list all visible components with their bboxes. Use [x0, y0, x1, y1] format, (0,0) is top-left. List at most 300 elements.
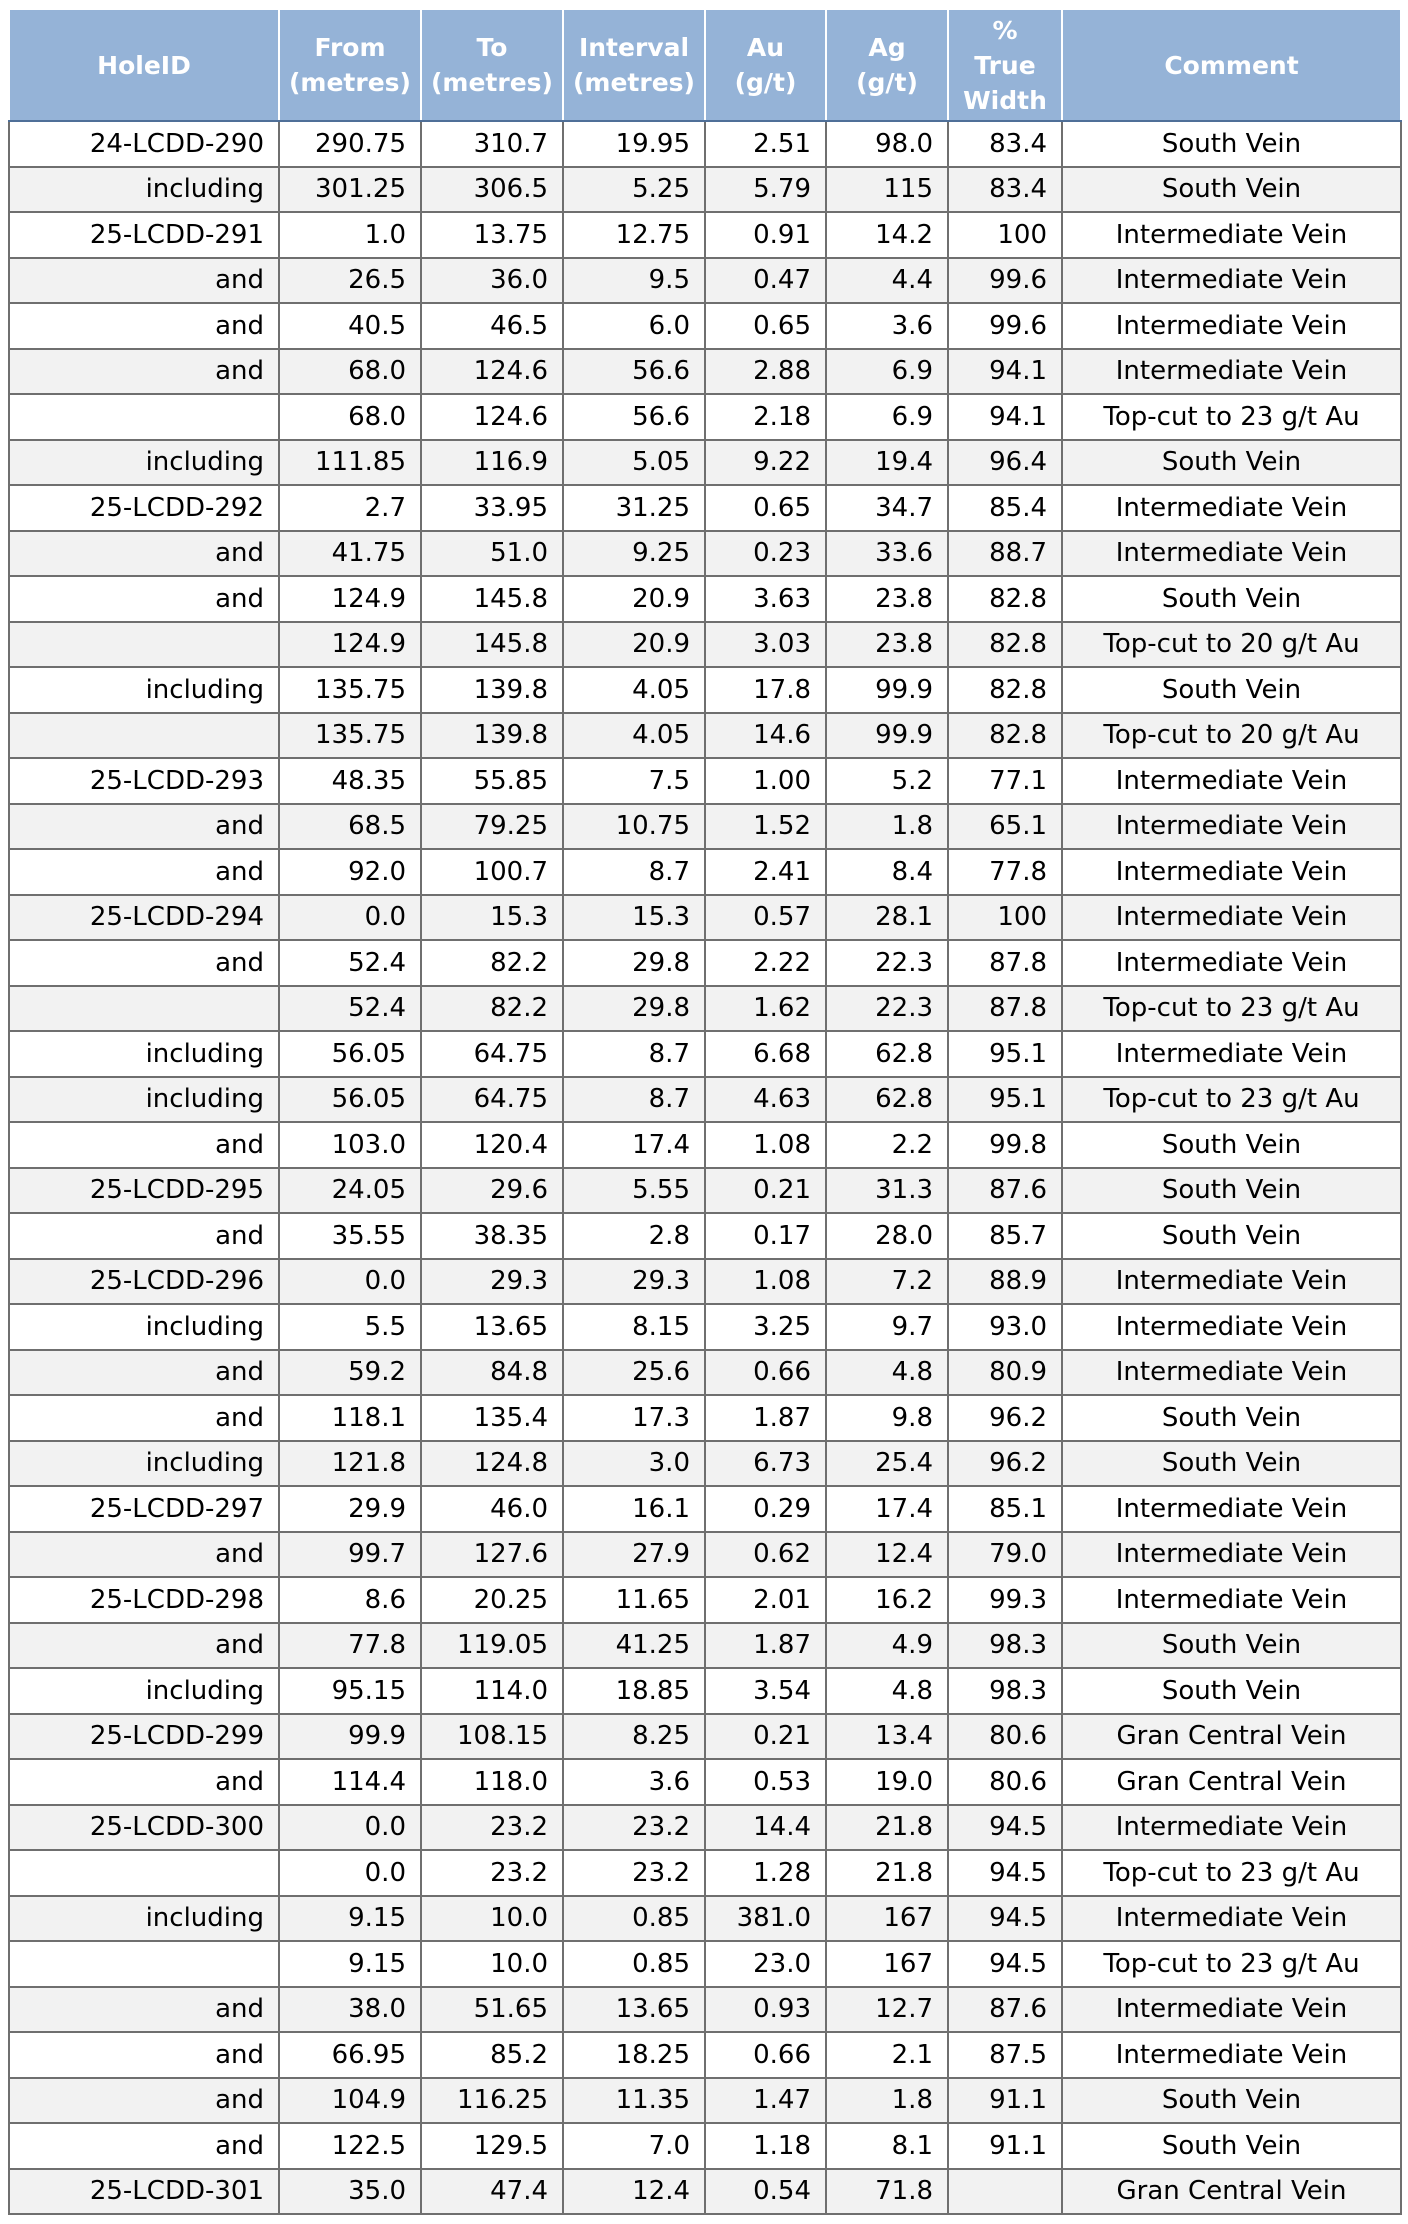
- cell-to: 51.65: [421, 1987, 563, 2033]
- cell-hole-id: 25-LCDD-293: [9, 758, 279, 804]
- cell-true-width: 99.3: [948, 1577, 1062, 1623]
- cell-ag: 12.7: [826, 1987, 948, 2033]
- cell-comment: South Vein: [1062, 576, 1401, 622]
- cell-hole-id: and: [9, 576, 279, 622]
- cell-true-width: 85.4: [948, 485, 1062, 531]
- cell-au: 0.54: [705, 2169, 826, 2215]
- cell-to: 47.4: [421, 2169, 563, 2215]
- cell-from: 118.1: [279, 1395, 421, 1441]
- cell-comment: Intermediate Vein: [1062, 258, 1401, 304]
- cell-true-width: 100: [948, 212, 1062, 258]
- cell-to: 118.0: [421, 1759, 563, 1805]
- cell-comment: South Vein: [1062, 667, 1401, 713]
- cell-hole-id: and: [9, 849, 279, 895]
- cell-to: 100.7: [421, 849, 563, 895]
- cell-au: 2.51: [705, 121, 826, 167]
- cell-comment: Intermediate Vein: [1062, 1304, 1401, 1350]
- cell-to: 10.0: [421, 1896, 563, 1942]
- cell-from: 29.9: [279, 1486, 421, 1532]
- cell-ag: 167: [826, 1896, 948, 1942]
- table-row: [9, 1122, 1401, 1168]
- cell-comment: Intermediate Vein: [1062, 1532, 1401, 1578]
- header-au: [705, 9, 826, 121]
- cell-from: 56.05: [279, 1031, 421, 1077]
- cell-true-width: 95.1: [948, 1031, 1062, 1077]
- cell-hole-id: 25-LCDD-298: [9, 1577, 279, 1623]
- table-row: [9, 440, 1401, 486]
- table-header: [9, 9, 1401, 121]
- cell-comment: South Vein: [1062, 1441, 1401, 1487]
- cell-au: 9.22: [705, 440, 826, 486]
- table-body: [9, 121, 1401, 2214]
- cell-hole-id: and: [9, 349, 279, 395]
- cell-ag: 62.8: [826, 1077, 948, 1123]
- cell-from: 26.5: [279, 258, 421, 304]
- cell-comment: Top-cut to 23 g/t Au: [1062, 1850, 1401, 1896]
- header-from-line-2: (metres): [289, 68, 411, 97]
- cell-from: 24.05: [279, 1168, 421, 1214]
- cell-to: 124.8: [421, 1441, 563, 1487]
- cell-to: 139.8: [421, 713, 563, 759]
- cell-to: 23.2: [421, 1805, 563, 1851]
- table-row: [9, 1941, 1401, 1987]
- cell-true-width: 99.6: [948, 258, 1062, 304]
- cell-to: 36.0: [421, 258, 563, 304]
- cell-hole-id: 25-LCDD-295: [9, 1168, 279, 1214]
- table-row: [9, 1395, 1401, 1441]
- cell-au: 3.03: [705, 622, 826, 668]
- cell-from: 95.15: [279, 1668, 421, 1714]
- cell-from: 99.7: [279, 1532, 421, 1578]
- cell-hole-id: 25-LCDD-297: [9, 1486, 279, 1532]
- cell-from: 56.05: [279, 1077, 421, 1123]
- cell-hole-id: [9, 1850, 279, 1896]
- cell-hole-id: and: [9, 1759, 279, 1805]
- cell-to: 127.6: [421, 1532, 563, 1578]
- cell-interval: 8.7: [563, 849, 705, 895]
- cell-true-width: 77.8: [948, 849, 1062, 895]
- cell-interval: 0.85: [563, 1941, 705, 1987]
- table-row: [9, 531, 1401, 577]
- table-row: [9, 394, 1401, 440]
- header-au-line-1: Au: [746, 33, 785, 62]
- cell-true-width: 88.9: [948, 1259, 1062, 1305]
- cell-from: 66.95: [279, 2032, 421, 2078]
- cell-comment: South Vein: [1062, 1168, 1401, 1214]
- table-row: [9, 713, 1401, 759]
- cell-comment: South Vein: [1062, 2123, 1401, 2169]
- cell-ag: 6.9: [826, 349, 948, 395]
- cell-hole-id: including: [9, 667, 279, 713]
- cell-interval: 56.6: [563, 394, 705, 440]
- cell-true-width: 85.1: [948, 1486, 1062, 1532]
- cell-interval: 8.25: [563, 1714, 705, 1760]
- cell-hole-id: 25-LCDD-296: [9, 1259, 279, 1305]
- cell-au: 6.73: [705, 1441, 826, 1487]
- cell-true-width: 88.7: [948, 531, 1062, 577]
- cell-au: 6.68: [705, 1031, 826, 1077]
- table-row: [9, 1168, 1401, 1214]
- cell-comment: Top-cut to 23 g/t Au: [1062, 394, 1401, 440]
- cell-hole-id: 25-LCDD-301: [9, 2169, 279, 2215]
- cell-from: 103.0: [279, 1122, 421, 1168]
- cell-au: 0.57: [705, 895, 826, 941]
- cell-to: 29.3: [421, 1259, 563, 1305]
- cell-hole-id: and: [9, 1395, 279, 1441]
- cell-interval: 18.25: [563, 2032, 705, 2078]
- cell-hole-id: [9, 394, 279, 440]
- table-row: [9, 1714, 1401, 1760]
- cell-au: 2.22: [705, 940, 826, 986]
- cell-au: 0.65: [705, 303, 826, 349]
- header-true-width-line-2: True: [974, 50, 1036, 80]
- table-row: [9, 1850, 1401, 1896]
- cell-comment: Intermediate Vein: [1062, 1896, 1401, 1942]
- cell-hole-id: including: [9, 1077, 279, 1123]
- table-row: [9, 258, 1401, 304]
- cell-comment: Intermediate Vein: [1062, 349, 1401, 395]
- cell-hole-id: and: [9, 2032, 279, 2078]
- cell-true-width: 87.8: [948, 940, 1062, 986]
- cell-hole-id: and: [9, 531, 279, 577]
- table-row: [9, 1441, 1401, 1487]
- cell-au: 3.54: [705, 1668, 826, 1714]
- cell-interval: 17.3: [563, 1395, 705, 1441]
- table-row: [9, 667, 1401, 713]
- cell-true-width: 82.8: [948, 713, 1062, 759]
- cell-ag: 5.2: [826, 758, 948, 804]
- cell-au: 1.08: [705, 1259, 826, 1305]
- cell-interval: 16.1: [563, 1486, 705, 1532]
- cell-true-width: 95.1: [948, 1077, 1062, 1123]
- cell-hole-id: and: [9, 2078, 279, 2124]
- cell-interval: 25.6: [563, 1350, 705, 1396]
- cell-hole-id: and: [9, 303, 279, 349]
- table-row: [9, 1896, 1401, 1942]
- cell-interval: 29.8: [563, 986, 705, 1032]
- cell-ag: 31.3: [826, 1168, 948, 1214]
- cell-true-width: 100: [948, 895, 1062, 941]
- cell-from: 52.4: [279, 940, 421, 986]
- cell-ag: 2.1: [826, 2032, 948, 2078]
- cell-ag: 6.9: [826, 394, 948, 440]
- cell-to: 13.75: [421, 212, 563, 258]
- cell-interval: 9.25: [563, 531, 705, 577]
- cell-comment: Intermediate Vein: [1062, 1259, 1401, 1305]
- table-row: [9, 1577, 1401, 1623]
- cell-ag: 23.8: [826, 576, 948, 622]
- cell-au: 0.66: [705, 1350, 826, 1396]
- cell-from: 135.75: [279, 667, 421, 713]
- cell-ag: 34.7: [826, 485, 948, 531]
- cell-interval: 29.8: [563, 940, 705, 986]
- cell-hole-id: 25-LCDD-292: [9, 485, 279, 531]
- cell-comment: Top-cut to 20 g/t Au: [1062, 713, 1401, 759]
- cell-interval: 3.0: [563, 1441, 705, 1487]
- cell-interval: 8.7: [563, 1031, 705, 1077]
- cell-to: 124.6: [421, 349, 563, 395]
- cell-au: 3.25: [705, 1304, 826, 1350]
- table-row: [9, 1031, 1401, 1077]
- cell-ag: 8.1: [826, 2123, 948, 2169]
- cell-from: 68.0: [279, 394, 421, 440]
- cell-interval: 12.75: [563, 212, 705, 258]
- cell-au: 1.28: [705, 1850, 826, 1896]
- cell-ag: 9.7: [826, 1304, 948, 1350]
- cell-interval: 10.75: [563, 804, 705, 850]
- cell-hole-id: including: [9, 1441, 279, 1487]
- cell-from: 2.7: [279, 485, 421, 531]
- header-row: [9, 9, 1401, 121]
- cell-from: 124.9: [279, 576, 421, 622]
- cell-true-width: 91.1: [948, 2123, 1062, 2169]
- cell-to: 82.2: [421, 986, 563, 1032]
- cell-to: 55.85: [421, 758, 563, 804]
- cell-from: 9.15: [279, 1941, 421, 1987]
- table-row: [9, 2078, 1401, 2124]
- cell-ag: 22.3: [826, 940, 948, 986]
- cell-from: 77.8: [279, 1623, 421, 1669]
- cell-interval: 20.9: [563, 576, 705, 622]
- cell-au: 23.0: [705, 1941, 826, 1987]
- cell-ag: 2.2: [826, 1122, 948, 1168]
- cell-hole-id: including: [9, 440, 279, 486]
- cell-ag: 19.4: [826, 440, 948, 486]
- cell-au: 0.65: [705, 485, 826, 531]
- cell-au: 0.66: [705, 2032, 826, 2078]
- cell-comment: Top-cut to 20 g/t Au: [1062, 622, 1401, 668]
- table-row: [9, 485, 1401, 531]
- cell-au: 0.23: [705, 531, 826, 577]
- cell-true-width: 99.8: [948, 1122, 1062, 1168]
- cell-au: 0.93: [705, 1987, 826, 2033]
- cell-au: 1.47: [705, 2078, 826, 2124]
- cell-interval: 29.3: [563, 1259, 705, 1305]
- cell-hole-id: and: [9, 258, 279, 304]
- cell-from: 124.9: [279, 622, 421, 668]
- table-row: [9, 1213, 1401, 1259]
- cell-from: 92.0: [279, 849, 421, 895]
- cell-comment: South Vein: [1062, 167, 1401, 213]
- cell-hole-id: [9, 713, 279, 759]
- cell-au: 1.08: [705, 1122, 826, 1168]
- cell-interval: 4.05: [563, 667, 705, 713]
- cell-from: 9.15: [279, 1896, 421, 1942]
- table-row: [9, 121, 1401, 167]
- header-hole-id: [9, 9, 279, 121]
- table-row: [9, 895, 1401, 941]
- cell-from: 8.6: [279, 1577, 421, 1623]
- cell-interval: 0.85: [563, 1896, 705, 1942]
- cell-comment: Gran Central Vein: [1062, 1759, 1401, 1805]
- cell-comment: South Vein: [1062, 121, 1401, 167]
- cell-ag: 28.0: [826, 1213, 948, 1259]
- cell-to: 145.8: [421, 576, 563, 622]
- cell-interval: 7.0: [563, 2123, 705, 2169]
- cell-ag: 8.4: [826, 849, 948, 895]
- cell-interval: 5.25: [563, 167, 705, 213]
- cell-au: 0.21: [705, 1714, 826, 1760]
- cell-ag: 33.6: [826, 531, 948, 577]
- cell-to: 64.75: [421, 1077, 563, 1123]
- cell-hole-id: including: [9, 1031, 279, 1077]
- cell-to: 114.0: [421, 1668, 563, 1714]
- cell-comment: Intermediate Vein: [1062, 895, 1401, 941]
- cell-au: 0.47: [705, 258, 826, 304]
- cell-hole-id: and: [9, 1213, 279, 1259]
- cell-au: 0.17: [705, 1213, 826, 1259]
- cell-from: 99.9: [279, 1714, 421, 1760]
- cell-ag: 12.4: [826, 1532, 948, 1578]
- header-true-width-line-3: Width: [963, 85, 1047, 115]
- cell-to: 15.3: [421, 895, 563, 941]
- cell-from: 68.0: [279, 349, 421, 395]
- cell-ag: 17.4: [826, 1486, 948, 1532]
- cell-to: 20.25: [421, 1577, 563, 1623]
- cell-interval: 11.35: [563, 2078, 705, 2124]
- cell-true-width: 80.6: [948, 1759, 1062, 1805]
- header-to-line-1: To: [476, 33, 508, 62]
- cell-au: 0.91: [705, 212, 826, 258]
- cell-hole-id: including: [9, 1668, 279, 1714]
- cell-interval: 11.65: [563, 1577, 705, 1623]
- cell-interval: 18.85: [563, 1668, 705, 1714]
- cell-true-width: 79.0: [948, 1532, 1062, 1578]
- table-row: [9, 2032, 1401, 2078]
- table-row: [9, 1623, 1401, 1669]
- cell-true-width: 91.1: [948, 2078, 1062, 2124]
- cell-true-width: 87.8: [948, 986, 1062, 1032]
- cell-hole-id: including: [9, 167, 279, 213]
- cell-comment: South Vein: [1062, 1213, 1401, 1259]
- cell-au: 0.21: [705, 1168, 826, 1214]
- header-to-line-2: (metres): [431, 68, 553, 97]
- cell-hole-id: [9, 1941, 279, 1987]
- cell-from: 0.0: [279, 1259, 421, 1305]
- drill-results-table: [8, 8, 1402, 2215]
- cell-to: 116.9: [421, 440, 563, 486]
- table-row: [9, 1077, 1401, 1123]
- cell-comment: Top-cut to 23 g/t Au: [1062, 986, 1401, 1032]
- cell-to: 84.8: [421, 1350, 563, 1396]
- cell-ag: 7.2: [826, 1259, 948, 1305]
- header-au-line-2: (g/t): [734, 68, 797, 97]
- cell-comment: Intermediate Vein: [1062, 531, 1401, 577]
- cell-comment: Intermediate Vein: [1062, 485, 1401, 531]
- cell-ag: 28.1: [826, 895, 948, 941]
- cell-interval: 31.25: [563, 485, 705, 531]
- table-row: [9, 804, 1401, 850]
- cell-comment: Intermediate Vein: [1062, 2032, 1401, 2078]
- cell-from: 135.75: [279, 713, 421, 759]
- cell-to: 135.4: [421, 1395, 563, 1441]
- cell-from: 5.5: [279, 1304, 421, 1350]
- table-row: [9, 1304, 1401, 1350]
- cell-true-width: 87.6: [948, 1987, 1062, 2033]
- cell-to: 310.7: [421, 121, 563, 167]
- cell-comment: Intermediate Vein: [1062, 804, 1401, 850]
- cell-from: 35.55: [279, 1213, 421, 1259]
- cell-hole-id: and: [9, 940, 279, 986]
- cell-au: 2.88: [705, 349, 826, 395]
- cell-hole-id: including: [9, 1896, 279, 1942]
- cell-comment: Intermediate Vein: [1062, 940, 1401, 986]
- cell-hole-id: [9, 622, 279, 668]
- header-ag-line-2: (g/t): [856, 68, 918, 97]
- header-ag: [826, 9, 948, 121]
- cell-hole-id: and: [9, 804, 279, 850]
- cell-comment: Intermediate Vein: [1062, 212, 1401, 258]
- cell-hole-id: and: [9, 1122, 279, 1168]
- cell-interval: 2.8: [563, 1213, 705, 1259]
- cell-ag: 99.9: [826, 667, 948, 713]
- table-row: [9, 1259, 1401, 1305]
- table-row: [9, 1805, 1401, 1851]
- cell-interval: 27.9: [563, 1532, 705, 1578]
- cell-hole-id: 24-LCDD-290: [9, 121, 279, 167]
- header-interval-line-2: (metres): [573, 68, 695, 97]
- cell-comment: South Vein: [1062, 1668, 1401, 1714]
- cell-true-width: 82.8: [948, 622, 1062, 668]
- cell-true-width: 82.8: [948, 576, 1062, 622]
- cell-comment: Gran Central Vein: [1062, 2169, 1401, 2215]
- cell-true-width: 80.9: [948, 1350, 1062, 1396]
- cell-to: 120.4: [421, 1122, 563, 1168]
- table-row: [9, 622, 1401, 668]
- cell-hole-id: 25-LCDD-300: [9, 1805, 279, 1851]
- cell-ag: 99.9: [826, 713, 948, 759]
- cell-interval: 5.05: [563, 440, 705, 486]
- cell-interval: 12.4: [563, 2169, 705, 2215]
- cell-true-width: [948, 2169, 1062, 2215]
- table-row: [9, 1987, 1401, 2033]
- cell-from: 35.0: [279, 2169, 421, 2215]
- cell-from: 104.9: [279, 2078, 421, 2124]
- cell-comment: Intermediate Vein: [1062, 1987, 1401, 2033]
- cell-interval: 4.05: [563, 713, 705, 759]
- header-to: [421, 9, 563, 121]
- cell-comment: Intermediate Vein: [1062, 1577, 1401, 1623]
- cell-true-width: 85.7: [948, 1213, 1062, 1259]
- cell-interval: 56.6: [563, 349, 705, 395]
- cell-true-width: 94.5: [948, 1805, 1062, 1851]
- cell-from: 114.4: [279, 1759, 421, 1805]
- header-interval: [563, 9, 705, 121]
- cell-ag: 1.8: [826, 804, 948, 850]
- cell-au: 2.41: [705, 849, 826, 895]
- cell-hole-id: and: [9, 1350, 279, 1396]
- table-row: [9, 1668, 1401, 1714]
- cell-ag: 21.8: [826, 1850, 948, 1896]
- cell-ag: 115: [826, 167, 948, 213]
- cell-from: 40.5: [279, 303, 421, 349]
- cell-to: 108.15: [421, 1714, 563, 1760]
- cell-ag: 4.9: [826, 1623, 948, 1669]
- cell-true-width: 98.3: [948, 1668, 1062, 1714]
- cell-au: 0.53: [705, 1759, 826, 1805]
- cell-to: 79.25: [421, 804, 563, 850]
- cell-comment: Intermediate Vein: [1062, 1486, 1401, 1532]
- header-ag-line-1: Ag: [868, 33, 906, 62]
- cell-to: 33.95: [421, 485, 563, 531]
- table-row: [9, 303, 1401, 349]
- cell-to: 129.5: [421, 2123, 563, 2169]
- cell-interval: 8.7: [563, 1077, 705, 1123]
- cell-true-width: 65.1: [948, 804, 1062, 850]
- cell-interval: 3.6: [563, 1759, 705, 1805]
- header-comment-label: Comment: [1164, 50, 1299, 80]
- cell-comment: South Vein: [1062, 1122, 1401, 1168]
